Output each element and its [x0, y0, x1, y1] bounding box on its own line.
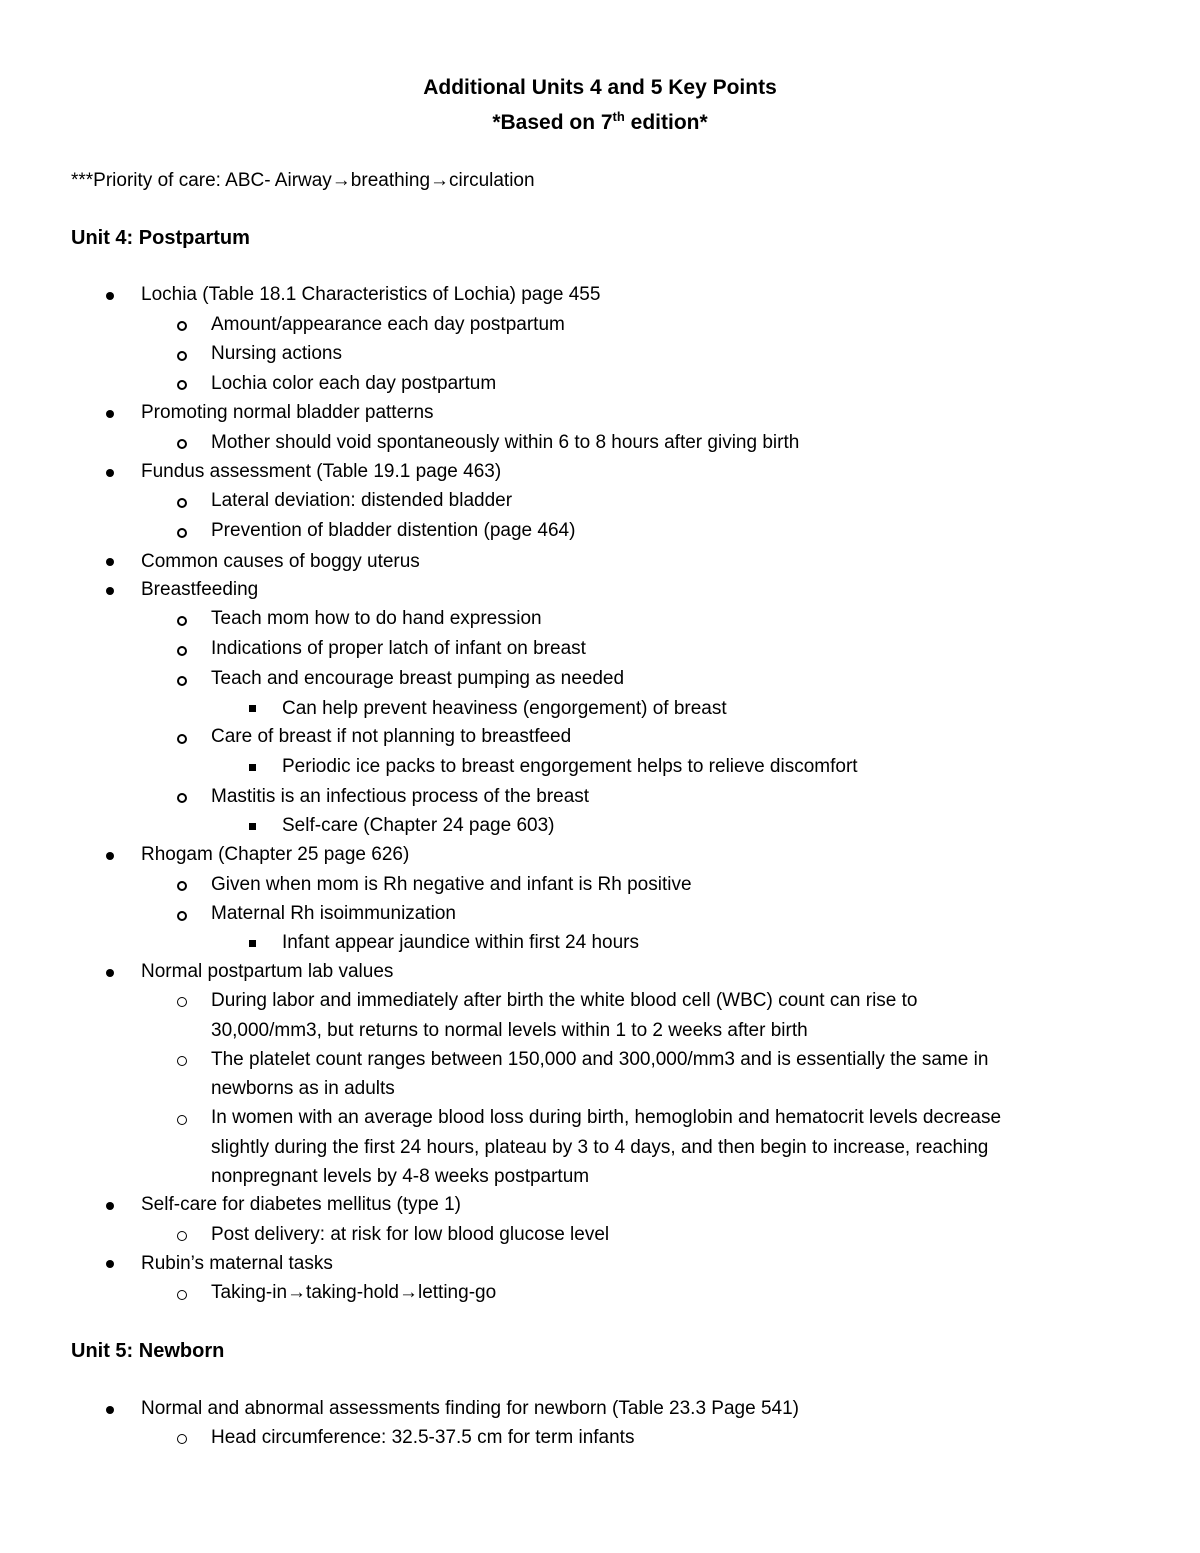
- list-item-continuation: slightly during the first 24 hours, plateau by 3 to 4 days, and then begin to increase, reaching: [211, 1137, 989, 1158]
- list-item: Care of breast if not planning to breastfeed: [211, 726, 572, 747]
- bullet-circle: [177, 881, 187, 891]
- bullet-circle: [177, 380, 187, 390]
- bullet-circle: [177, 616, 187, 626]
- subtitle-sup: th: [612, 109, 625, 124]
- bullet-disc: [106, 469, 114, 477]
- list-item: Nursing actions: [211, 343, 342, 364]
- bullet-hollow-circle: [177, 1231, 187, 1241]
- bullet-circle: [177, 793, 187, 803]
- priority-note: ***Priority of care: ABC- Airway→breathing→circulation: [71, 170, 535, 191]
- document-title: Additional Units 4 and 5 Key Points: [423, 76, 777, 99]
- list-item: The platelet count ranges between 150,000 and 300,000/mm3 and is essentially the same in: [211, 1049, 989, 1070]
- bullet-circle: [177, 734, 187, 744]
- bullet-circle: [177, 676, 187, 686]
- unit4-heading: Unit 4: Postpartum: [71, 227, 250, 249]
- list-item: Promoting normal bladder patterns: [141, 402, 434, 423]
- list-item: Taking-in→taking-hold→letting-go: [211, 1282, 497, 1303]
- list-item: Self-care for diabetes mellitus (type 1): [141, 1194, 461, 1215]
- bullet-disc: [106, 1202, 114, 1210]
- list-item: Teach mom how to do hand expression: [211, 608, 542, 629]
- bullet-square: [249, 705, 256, 712]
- bullet-disc: [106, 1260, 114, 1268]
- bullet-disc: [106, 587, 114, 595]
- list-item: Lateral deviation: distended bladder: [211, 490, 513, 511]
- bullet-hollow-circle: [177, 1290, 187, 1300]
- list-item: In women with an average blood loss during birth, hemoglobin and hematocrit levels decrease: [211, 1107, 1002, 1128]
- bullet-circle: [177, 911, 187, 921]
- list-item: Normal and abnormal assessments finding for newborn (Table 23.3 Page 541): [141, 1398, 799, 1419]
- list-item: Rubin’s maternal tasks: [141, 1253, 333, 1274]
- bullet-disc: [106, 852, 114, 860]
- bullet-circle: [177, 646, 187, 656]
- list-item: Indications of proper latch of infant on breast: [211, 638, 586, 659]
- bullet-hollow-circle: [177, 1115, 187, 1125]
- bullet-disc: [106, 410, 114, 418]
- list-item: Can help prevent heaviness (engorgement) of breast: [282, 698, 727, 719]
- bullet-circle: [177, 498, 187, 508]
- list-item: Infant appear jaundice within first 24 hours: [282, 932, 639, 953]
- bullet-hollow-circle: [177, 1434, 187, 1444]
- list-item: Lochia (Table 18.1 Characteristics of Lochia) page 455: [141, 284, 601, 305]
- list-item: Given when mom is Rh negative and infant is Rh positive: [211, 874, 692, 895]
- list-item: Maternal Rh isoimmunization: [211, 903, 456, 924]
- bullet-hollow-circle: [177, 1056, 187, 1066]
- document-subtitle: [0, 109, 1200, 135]
- list-item: Periodic ice packs to breast engorgement helps to relieve discomfort: [282, 756, 858, 777]
- list-item: Self-care (Chapter 24 page 603): [282, 815, 555, 836]
- list-item: Common causes of boggy uterus: [141, 551, 420, 572]
- bullet-circle: [177, 351, 187, 361]
- list-item: Teach and encourage breast pumping as needed: [211, 668, 625, 689]
- list-item: Normal postpartum lab values: [141, 961, 394, 982]
- list-item: Lochia color each day postpartum: [211, 373, 497, 394]
- list-item: Breastfeeding: [141, 579, 259, 600]
- bullet-circle: [177, 321, 187, 331]
- list-item: Prevention of bladder distention (page 464): [211, 520, 576, 541]
- bullet-disc: [106, 1406, 114, 1414]
- list-item-continuation: newborns as in adults: [211, 1078, 395, 1099]
- list-item-continuation: 30,000/mm3, but returns to normal levels within 1 to 2 weeks after birth: [211, 1020, 808, 1041]
- list-item: Rhogam (Chapter 25 page 626): [141, 844, 410, 865]
- list-item: During labor and immediately after birth the white blood cell (WBC) count can rise to: [211, 990, 918, 1011]
- bullet-disc: [106, 558, 114, 566]
- list-item: Post delivery: at risk for low blood glucose level: [211, 1224, 610, 1245]
- bullet-square: [249, 823, 256, 830]
- bullet-square: [249, 764, 256, 771]
- list-item: Mastitis is an infectious process of the breast: [211, 786, 590, 807]
- list-item: Fundus assessment (Table 19.1 page 463): [141, 461, 502, 482]
- unit5-heading: Unit 5: Newborn: [71, 1340, 225, 1362]
- subtitle-prefix: *Based on 7: [492, 111, 613, 134]
- bullet-disc: [106, 292, 114, 300]
- list-item-continuation: nonpregnant levels by 4-8 weeks postpartum: [211, 1166, 590, 1187]
- subtitle-suffix: edition*: [624, 111, 708, 134]
- bullet-circle: [177, 528, 187, 538]
- bullet-disc: [106, 969, 114, 977]
- bullet-hollow-circle: [177, 997, 187, 1007]
- list-item: Head circumference: 32.5-37.5 cm for term infants: [211, 1427, 635, 1448]
- bullet-circle: [177, 439, 187, 449]
- list-item: Amount/appearance each day postpartum: [211, 314, 565, 335]
- bullet-square: [249, 940, 256, 947]
- list-item: Mother should void spontaneously within 6 to 8 hours after giving birth: [211, 432, 800, 453]
